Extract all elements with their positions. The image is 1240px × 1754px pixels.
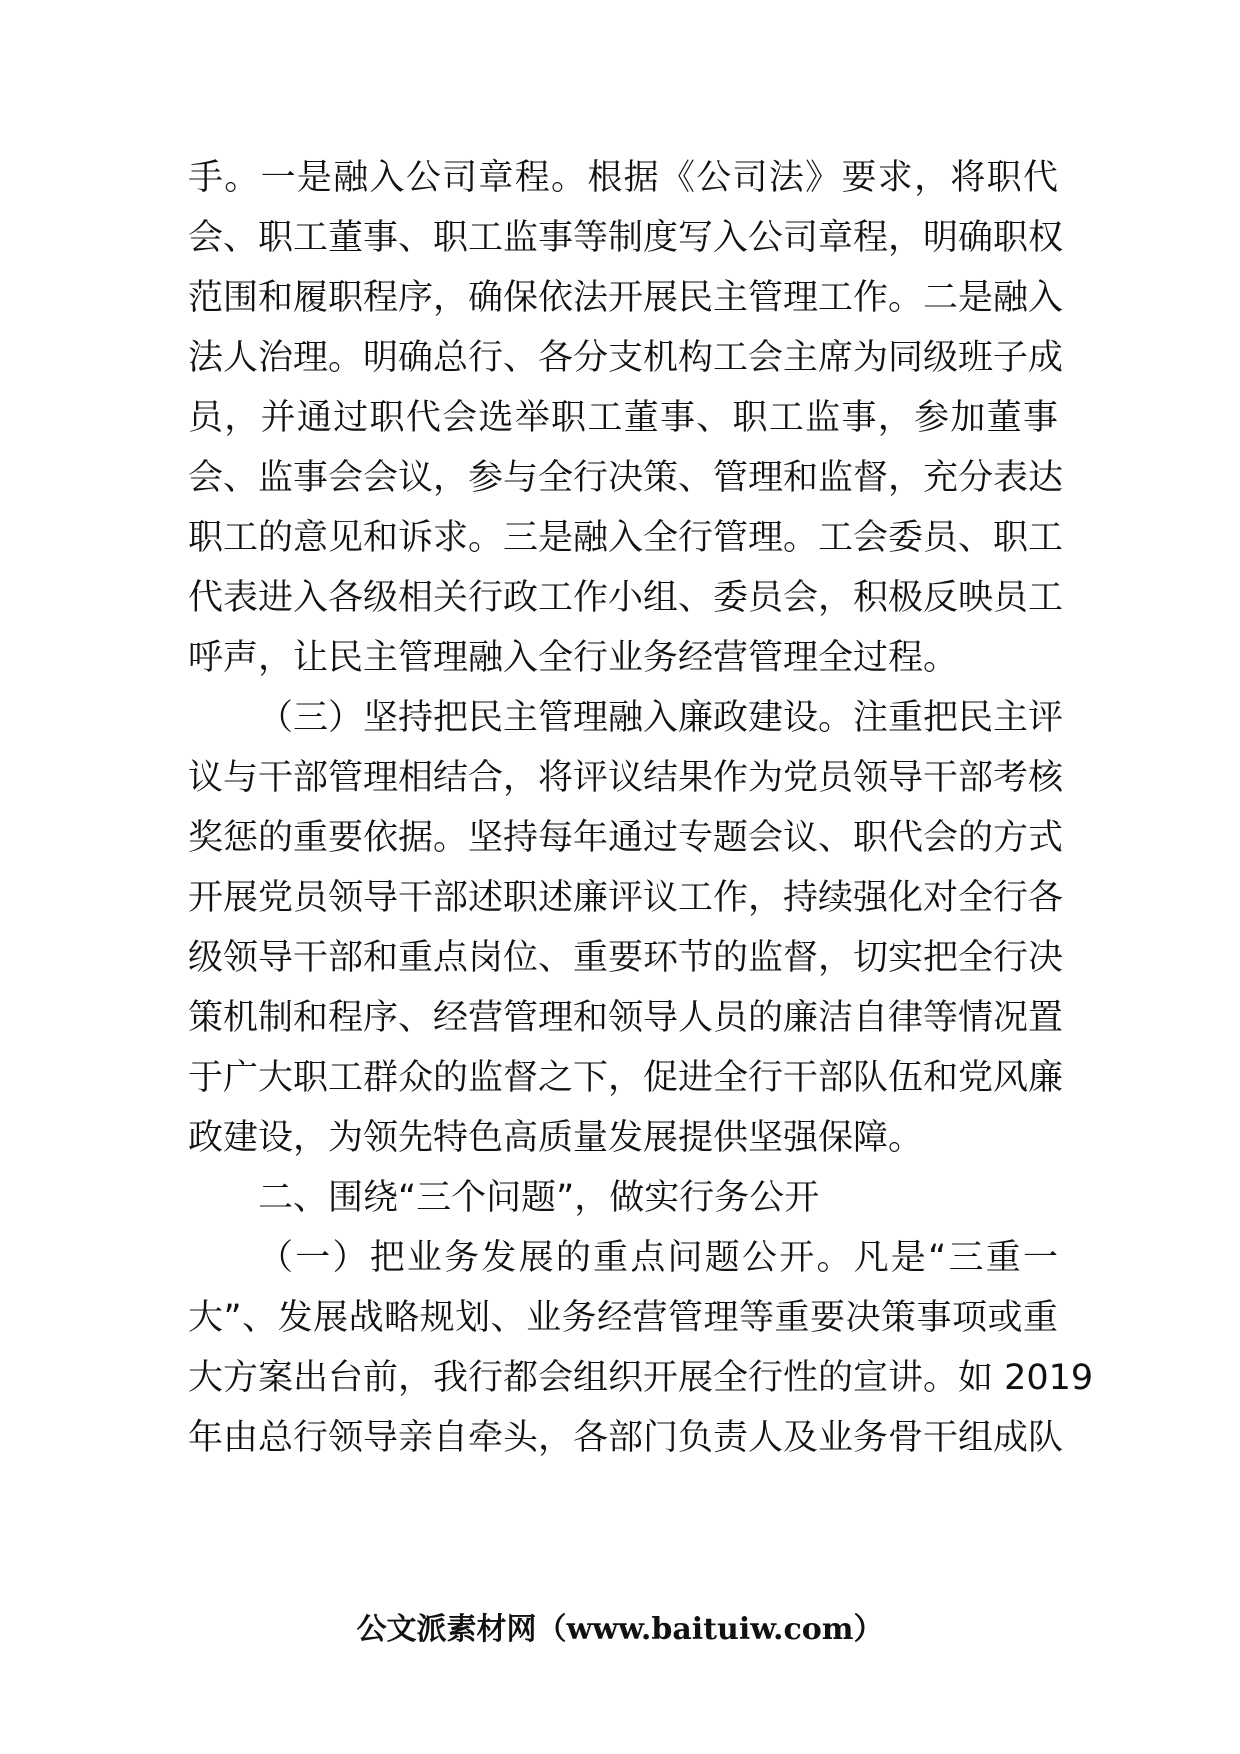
text-line: 议与干部管理相结合，将评议结果作为党员领导干部考核	[188, 758, 1064, 798]
text-line: 于广大职工群众的监督之下，促进全行干部队伍和党风廉	[188, 1058, 1064, 1098]
text-line: 年由总行领导亲自牵头，各部门负责人及业务骨干组成队	[188, 1418, 1064, 1458]
text-line: 手。一是融入公司章程。根据《公司法》要求，将职代	[188, 158, 1058, 198]
text-line: 呼声，让民主管理融入全行业务经营管理全过程。	[188, 638, 959, 678]
text-line: 会、职工董事、职工监事等制度写入公司章程，明确职权	[188, 218, 1064, 258]
text-line: 奖惩的重要依据。坚持每年通过专题会议、职代会的方式	[188, 818, 1064, 858]
text-line: 大”、发展战略规划、业务经营管理等重要决策事项或重	[188, 1298, 1058, 1338]
text-line: 大方案出台前，我行都会组织开展全行性的宣讲。如 2019	[188, 1358, 1094, 1398]
paragraph-start-line: （一）把业务发展的重点问题公开。凡是“三重一	[258, 1238, 1058, 1278]
text-line: 级领导干部和重点岗位、重要环节的监督，切实把全行决	[188, 938, 1064, 978]
text-line: 职工的意见和诉求。三是融入全行管理。工会委员、职工	[188, 518, 1064, 558]
footer-watermark-text: 公文派素材网（www.baituiw.com）	[356, 1612, 884, 1647]
text-line: 政建设，为领先特色高质量发展提供坚强保障。	[188, 1118, 924, 1158]
text-line: 范围和履职程序，确保依法开展民主管理工作。二是融入	[188, 278, 1064, 318]
paragraph-start-line: （三）坚持把民主管理融入廉政建设。注重把民主评	[258, 698, 1064, 738]
text-line: 员，并通过职代会选举职工董事、职工监事，参加董事	[188, 398, 1058, 438]
text-line: 策机制和程序、经营管理和领导人员的廉洁自律等情况置	[188, 998, 1064, 1038]
text-line: 会、监事会会议，参与全行决策、管理和监督，充分表达	[188, 458, 1064, 498]
text-line: 法人治理。明确总行、各分支机构工会主席为同级班子成	[188, 338, 1064, 378]
text-line: 代表进入各级相关行政工作小组、委员会，积极反映员工	[188, 578, 1064, 618]
text-line: 开展党员领导干部述职述廉评议工作，持续强化对全行各	[188, 878, 1064, 918]
section-heading: 二、围绕“三个问题”，做实行务公开	[258, 1178, 820, 1218]
